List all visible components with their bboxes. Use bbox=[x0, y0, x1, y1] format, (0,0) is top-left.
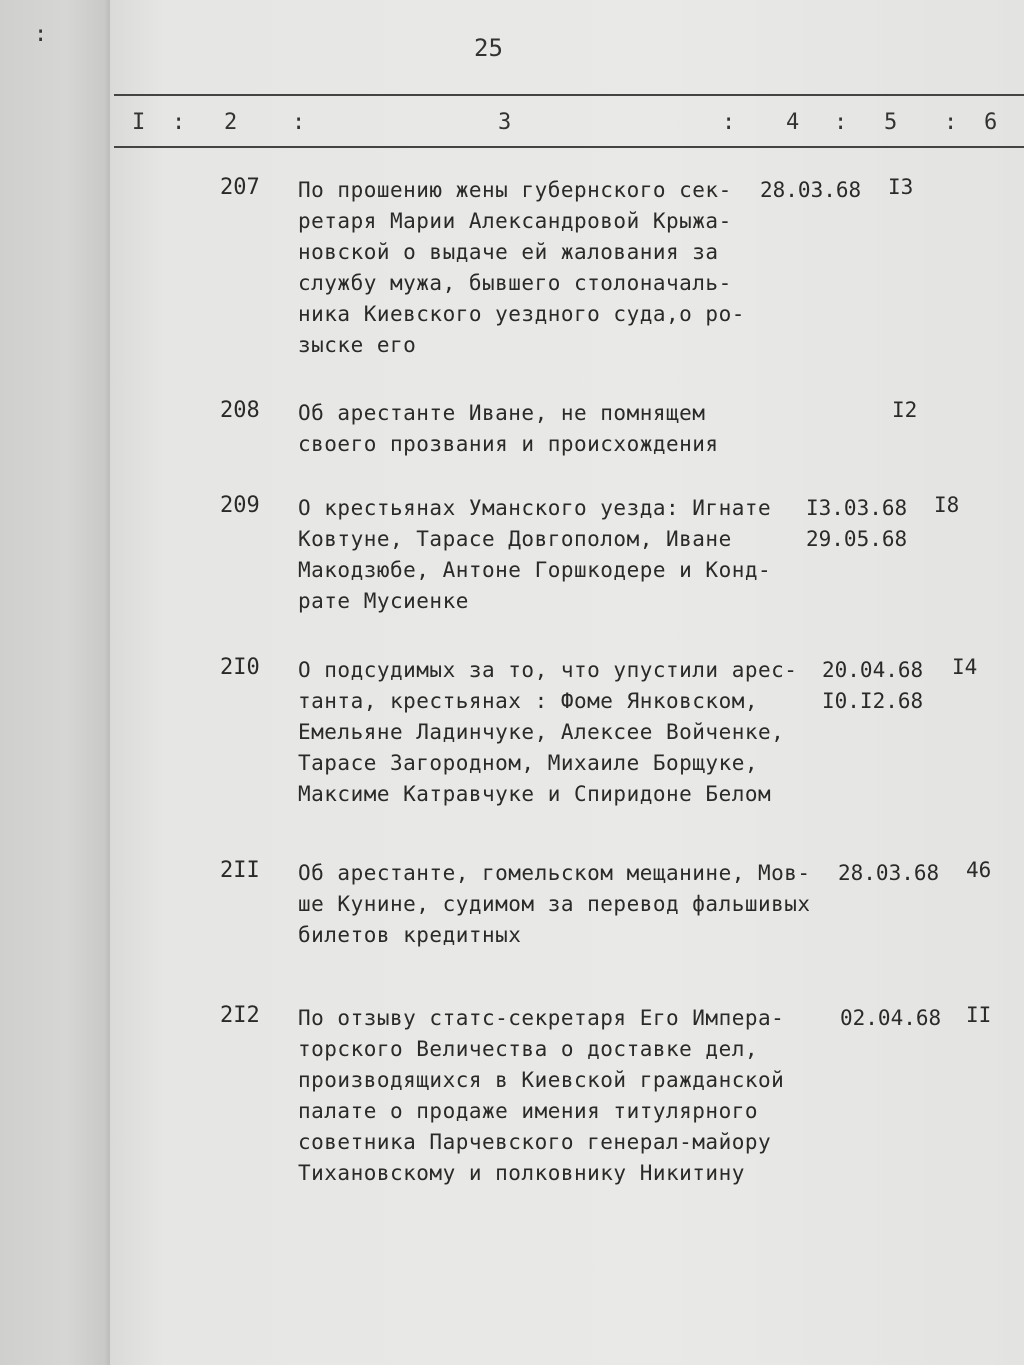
entry-number: 2II bbox=[220, 858, 260, 883]
entry-sheets: I2 bbox=[892, 398, 918, 422]
column-header-4: 4 bbox=[786, 110, 800, 135]
entry-dates: 02.04.68 bbox=[840, 1006, 942, 1030]
entry-number: 209 bbox=[220, 493, 260, 518]
entry-dates: 28.03.68 bbox=[760, 178, 862, 202]
entry-number: 208 bbox=[220, 398, 260, 423]
left-margin-mark: : bbox=[34, 22, 48, 47]
previous-page-edge bbox=[0, 0, 110, 1365]
entry-number: 2I0 bbox=[220, 655, 260, 680]
column-separator: : bbox=[834, 110, 848, 135]
entry-sheets: I8 bbox=[934, 493, 960, 517]
entry-dates: 28.03.68 bbox=[838, 861, 940, 885]
column-separator: : bbox=[944, 110, 958, 135]
column-separator: : bbox=[172, 110, 186, 135]
entry-sheets: 46 bbox=[966, 858, 992, 882]
entry-sheets: I4 bbox=[952, 655, 978, 679]
entry-description: По отзыву статс-секретаря Его Импера- торского Величества о доставке дел, производящихся в Киевской гражданской палате о продаже имения титулярного советника Парчевского генерал-майору Тихановскому и полковнику Никитину bbox=[298, 1006, 785, 1185]
header-top-rule bbox=[114, 94, 1024, 96]
entry-dates: I3.03.68 29.05.68 bbox=[806, 496, 908, 551]
column-separator: : bbox=[722, 110, 736, 135]
column-header-5: 5 bbox=[884, 110, 898, 135]
entry-number: 207 bbox=[220, 175, 260, 200]
column-header-1: I bbox=[132, 110, 146, 135]
column-header-3: 3 bbox=[498, 110, 512, 135]
entry-dates: 20.04.68 I0.I2.68 bbox=[822, 658, 924, 713]
entry-sheets: I3 bbox=[888, 175, 914, 199]
column-separator: : bbox=[292, 110, 306, 135]
page-number: 25 bbox=[474, 34, 503, 62]
entry-description: О подсудимых за то, что упустили арес- танта, крестьянах : Фоме Янковском, Емельяне Ладинчуке, Алексее Войченке, Тарасе Загородном, Михаиле Борщуке, Максиме Катравчуке и Спиридоне Белом bbox=[298, 658, 798, 806]
entry-number: 2I2 bbox=[220, 1003, 260, 1028]
entry-description: Об арестанте, гомельском мещанине, Мов- ше Кунине, судимом за перевод фальшивых билетов кредитных bbox=[298, 861, 811, 947]
header-bottom-rule bbox=[114, 146, 1024, 148]
entry-description: О крестьянах Уманского уезда: Игнате Ковтуне, Тарасе Довгополом, Иване Макодзюбе, Антоне Горшкодере и Конд- рате Мусиенке bbox=[298, 496, 772, 613]
entry-description: Об арестанте Иване, не помнящем своего прозвания и происхождения bbox=[298, 401, 719, 456]
column-header-6: 6 bbox=[984, 110, 998, 135]
entry-sheets: II bbox=[966, 1003, 992, 1027]
column-header-2: 2 bbox=[224, 110, 238, 135]
entry-description: По прошению жены губернского сек- ретаря Марии Александровой Крыжа- новской о выдаче ей жалования за службу мужа, бывшего столоначаль- ника Киевского уездного суда,о ро- зыске его bbox=[298, 178, 745, 357]
